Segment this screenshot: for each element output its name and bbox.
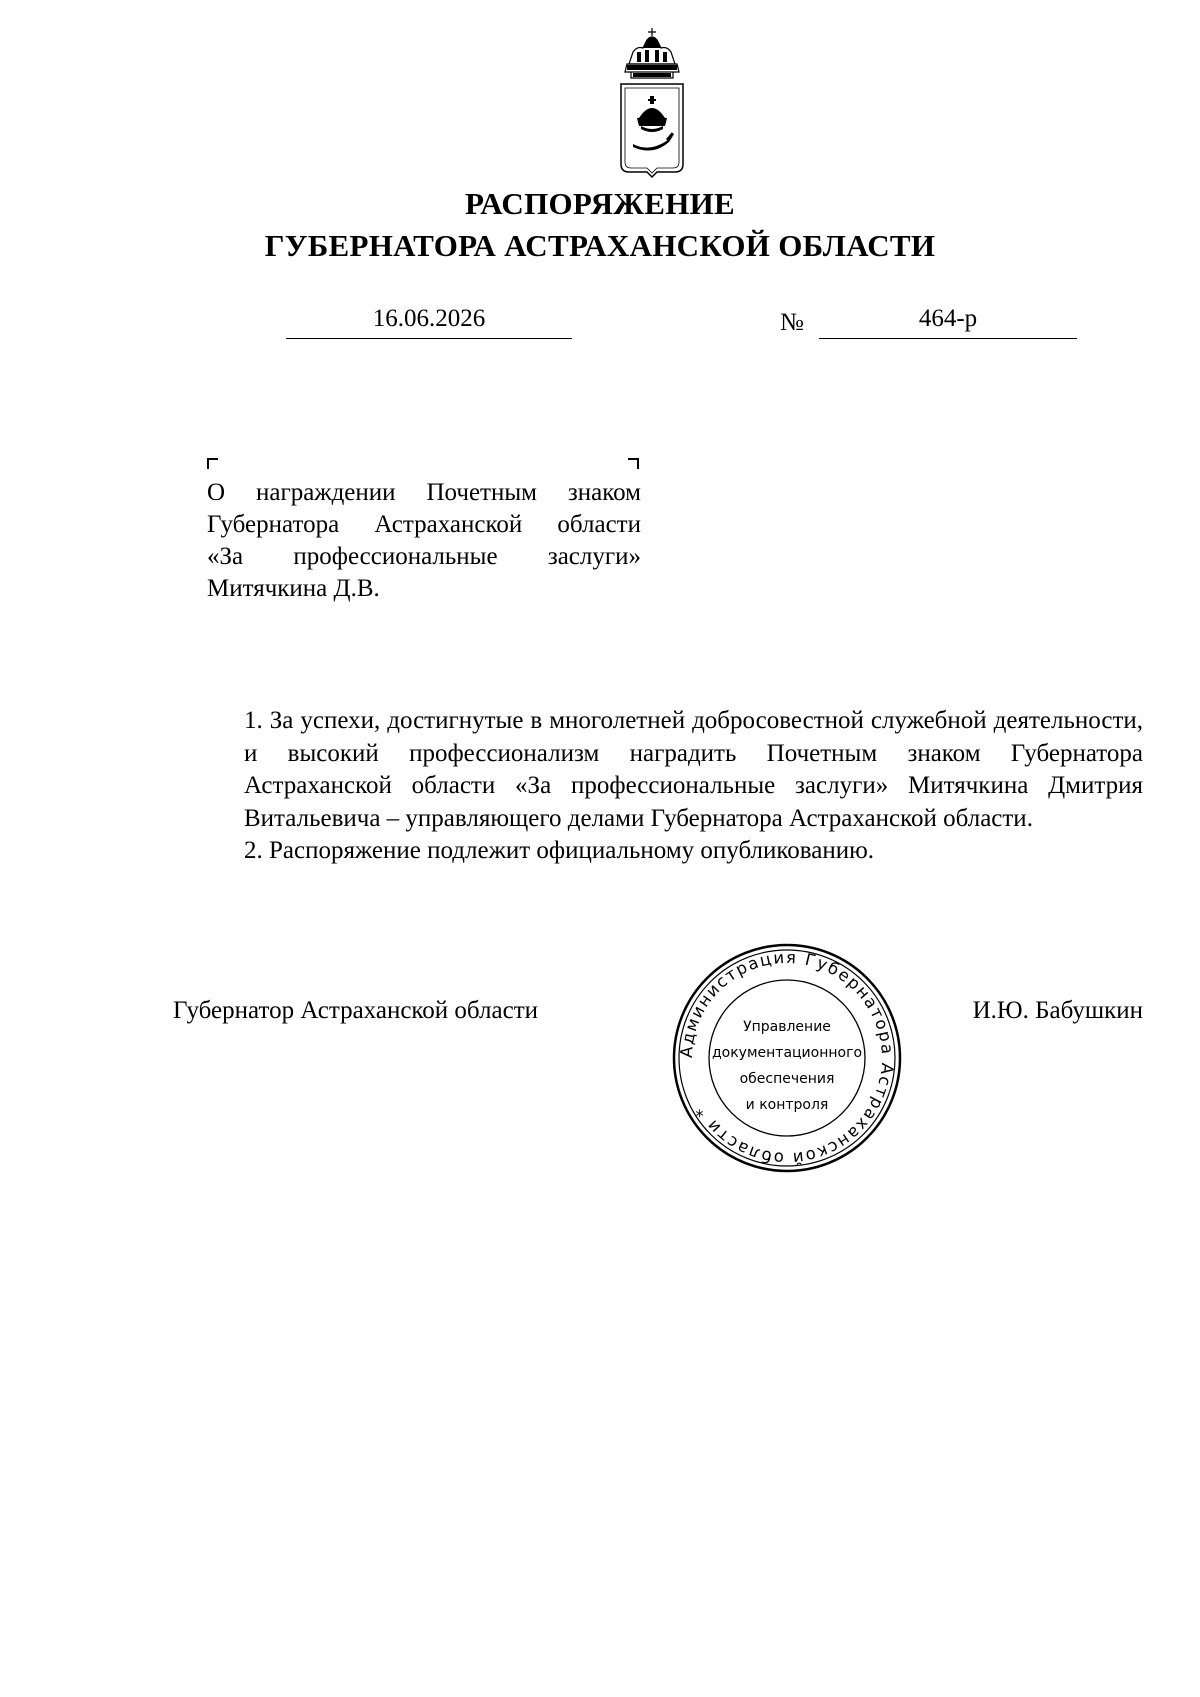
subject-line: Губернатора Астраханской области xyxy=(207,511,641,538)
number-sign: № xyxy=(780,309,804,336)
signatory-position: Губернатор Астраханской области xyxy=(173,997,539,1024)
stamp-inner-line: Управление xyxy=(743,1019,831,1035)
official-stamp xyxy=(671,942,903,1174)
document-date: 16.06.2026 xyxy=(372,305,486,332)
subject-corner-top-left xyxy=(207,458,218,469)
stamp-inner-line: документационного xyxy=(711,1045,863,1061)
subject-line: О награждении Почетным знаком xyxy=(207,479,641,506)
body-paragraph-2: 2. Распоряжение подлежит официальному опубликованию. xyxy=(244,837,875,864)
document-number: 464-р xyxy=(918,305,978,332)
subject-line: «За профессиональные заслуги» xyxy=(207,543,641,570)
body-paragraph-1: 1. За успехи, достигнутые в многолетней добросовестной служебной деятельности, и высокий профессионализм наградить Почетным знаком Губернатора Астраханской области «За профессиональные заслуги» Митячкина Дмитрия Витальевича – управляющего делами Губернатора Астраханской области. xyxy=(244,707,1143,832)
signatory-name: И.Ю. Бабушкин xyxy=(972,997,1143,1024)
document-issuer: ГУБЕРНАТОРА АСТРАХАНСКОЙ ОБЛАСТИ xyxy=(264,228,936,263)
stamp-outer-text: Администрация Губернатора Астраханской области * xyxy=(676,947,898,1169)
document-body xyxy=(173,705,1143,868)
subject-corner-top-right xyxy=(628,458,639,469)
stamp-inner-line: и контроля xyxy=(745,1097,829,1113)
subject-line: Митячкина Д.В. xyxy=(207,575,380,602)
document-subject xyxy=(207,477,641,605)
document-title: РАСПОРЯЖЕНИЕ xyxy=(464,186,736,221)
coat-of-arms-emblem xyxy=(617,26,687,178)
stamp-inner-line: обеспечения xyxy=(739,1071,835,1087)
number-underline xyxy=(819,338,1077,339)
date-underline xyxy=(286,338,572,339)
